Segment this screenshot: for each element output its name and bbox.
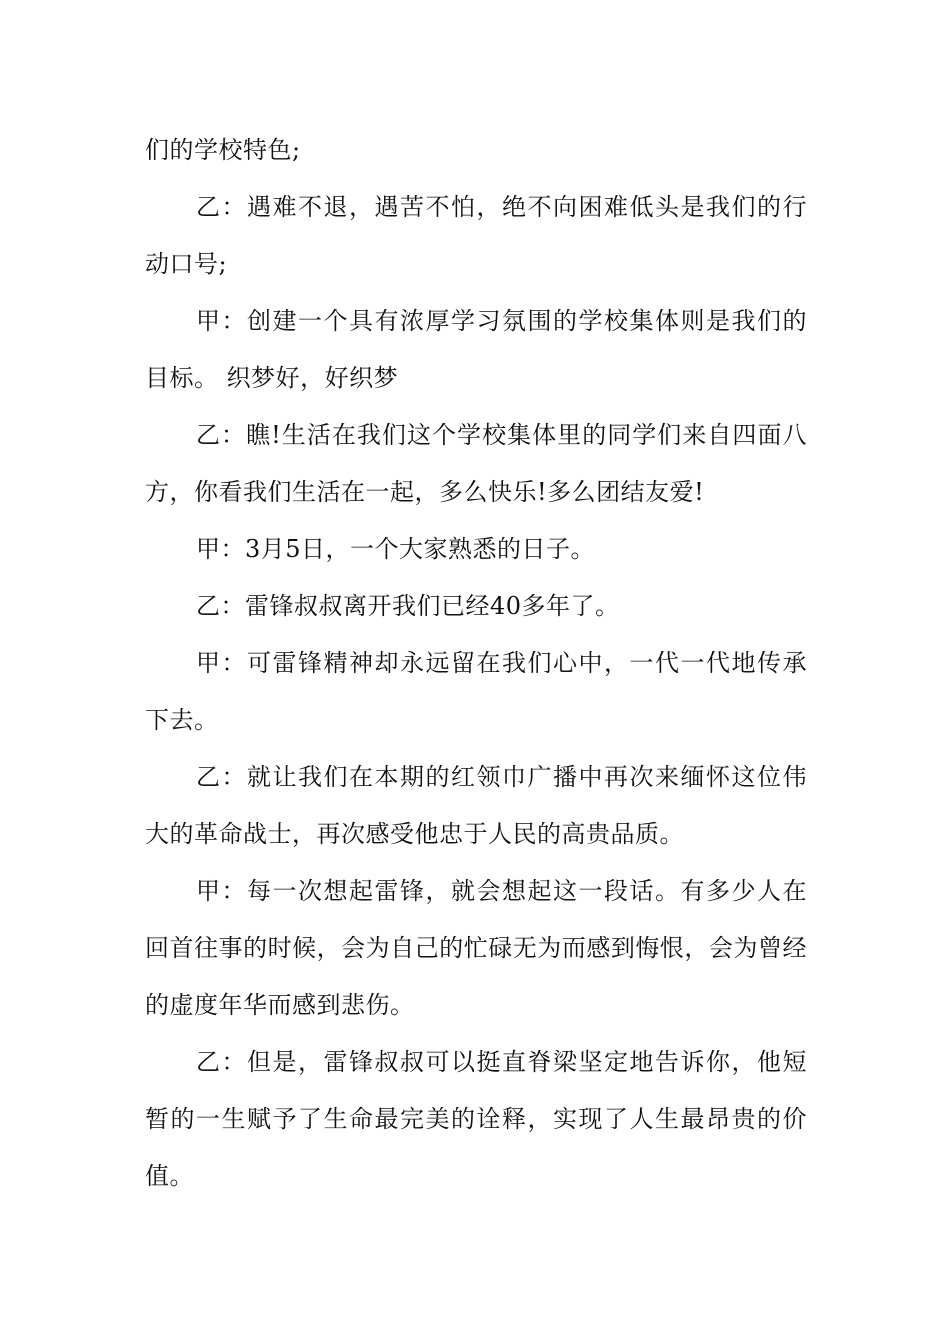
paragraph: 乙：遇难不退，遇苦不怕，绝不向困难低头是我们的行动口号; (145, 193, 807, 278)
paragraph: 乙：雷锋叔叔离开我们已经40多年了。 (196, 592, 620, 620)
paragraph: 乙：就让我们在本期的红领巾广播中再次来缅怀这位伟大的革命战士，再次感受他忠于人民的高贵品质。 (145, 763, 807, 848)
paragraph: 甲：可雷锋精神却永远留在我们心中，一代一代地传承下去。 (145, 649, 807, 734)
paragraph: 甲：每一次想起雷锋，就会想起这一段话。有多少人在回首往事的时候，会为自己的忙碌无为而感到悔恨，会为曾经的虚度年华而感到悲伤。 (145, 877, 807, 1019)
document-body (145, 122, 807, 1205)
paragraph: 甲：创建一个具有浓厚学习氛围的学校集体则是我们的目标。 织梦好，好织梦 (145, 307, 807, 392)
paragraph: 甲：3月5日，一个大家熟悉的日子。 (196, 535, 596, 563)
paragraph: 乙：瞧!生活在我们这个学校集体里的同学们来自四面八方，你看我们生活在一起，多么快乐!多么团结友爱! (145, 421, 807, 506)
paragraph: 乙：但是，雷锋叔叔可以挺直脊梁坚定地告诉你，他短暂的一生赋予了生命最完美的诠释，实现了人生最昂贵的价值。 (145, 1048, 807, 1190)
paragraph-continuation: 们的学校特色; (145, 136, 301, 164)
